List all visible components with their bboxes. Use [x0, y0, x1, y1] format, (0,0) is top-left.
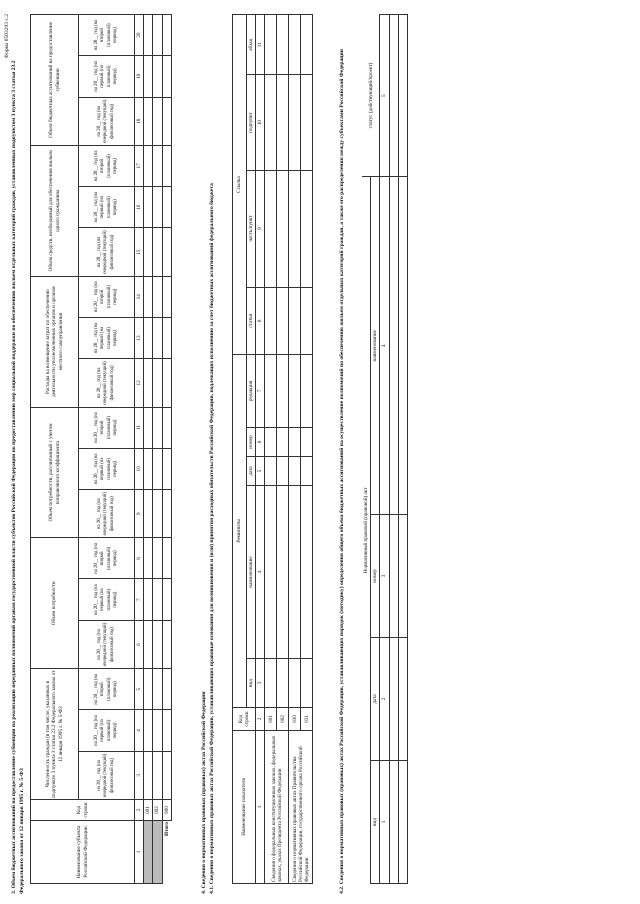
group-need-header: Объем потребности [31, 538, 79, 669]
col-num: 2 [135, 800, 144, 821]
group-count-header: Численность граждан (в том числе, указанных в подпункте 3 пункта 3 статьи 23.2 Федерального закона от 12 января 1995 г. № 5-ФЗ [31, 669, 79, 800]
col-status-header: статус (действующий/проект) [362, 15, 380, 178]
col-name-header: Наименование показателя [233, 731, 256, 884]
col-ref-header: Ссылка [233, 15, 247, 355]
year-header: на 20__ год (на первый (на плановый) период) [79, 317, 135, 358]
col-name-header: Наименование субъекта Российской Федерации [31, 821, 135, 884]
sub-header: дата [371, 638, 380, 761]
column-numbers-row [135, 15, 144, 884]
row-code: 030 [289, 708, 301, 731]
col-num: 1 [256, 731, 265, 884]
year-header: на 20__ год (на очередной (текущий) финансовый год) [79, 751, 135, 799]
table-row [289, 15, 301, 884]
col-num: 16 [135, 186, 144, 227]
col-num: 17 [135, 145, 144, 186]
year-header: на 20__ год (на второй (плановый) период) [79, 669, 135, 710]
col-num: 8 [135, 538, 144, 579]
col-num: 9 [256, 170, 265, 287]
col-num: 3 [135, 751, 144, 799]
group-budget-header: Объем бюджетных ассигнований на предоставление субвенции [31, 15, 79, 146]
col-num: 6 [256, 428, 265, 457]
sub-header: часть/пункт [247, 170, 256, 287]
row-code: 002 [153, 800, 162, 821]
table-row [389, 15, 398, 884]
group-coef-header: Объем потребности, рассчитанный с учетом поправочного коэффициента [31, 407, 79, 538]
sub-header: вид [247, 659, 256, 708]
legal-acts-table [232, 14, 313, 884]
col-num: 14 [135, 276, 144, 317]
table-row [144, 15, 153, 884]
col-num: 20 [135, 15, 144, 56]
col-code-header: Код строки [233, 708, 256, 731]
col-num: 11 [256, 15, 265, 75]
group-per-header: Объем средств, необходимый для обеспечения жильем одного гражданина [31, 145, 79, 276]
col-num: 11 [135, 407, 144, 448]
year-header: на 20__ год (на второй (плановый) период) [79, 276, 135, 317]
sub-header: наименование [247, 486, 256, 659]
year-header: на 20__ год (на второй (плановый) период) [79, 407, 135, 448]
year-header: на 20__ год (на первый (на плановый) период) [79, 56, 135, 97]
year-header: на 20__ год (на очередной (текущий) финансовый год) [79, 490, 135, 538]
year-header: на 20__ год (на очередной (текущий) финансовый год) [79, 228, 135, 276]
sub-header: вид [371, 761, 380, 884]
col-num: 10 [256, 75, 265, 170]
row-code: 031 [301, 708, 313, 731]
column-numbers-row [256, 15, 265, 884]
col-num: 2 [380, 638, 389, 761]
col-num: 3 [380, 515, 389, 638]
sub-header: наименование [371, 177, 380, 515]
section41-title: 4.1. Сведения о нормативных правовых актах Российской Федерации, устанавливающих правовые основания для возникновения и (или) принятия расходных обязательств Российской Федерации, подлежащих исполнению за счет бюджетных ассигнований федерального бюджета [209, 183, 215, 894]
form-label: Форма 0503293 с.2 [4, 14, 10, 59]
col-num: 5 [256, 457, 265, 486]
col-num: 8 [256, 287, 265, 354]
col-num: 3 [256, 659, 265, 708]
total-label: Итого [163, 822, 170, 836]
col-num: 10 [135, 448, 144, 489]
table-row [265, 15, 277, 884]
col-num: 13 [135, 317, 144, 358]
year-header: на 20__ год (на второй (плановый) период) [79, 538, 135, 579]
column-numbers-row [380, 15, 389, 884]
col-num: 7 [135, 579, 144, 620]
col-num: 19 [135, 56, 144, 97]
year-header: на 20__ год (на второй (плановый) период) [79, 145, 135, 186]
table-row [153, 15, 162, 884]
total-row [162, 15, 171, 884]
section4-title: 4. Сведения о нормативных правовых (правовых) актах Российской Федерации [201, 691, 207, 894]
col-num: 1 [135, 821, 144, 884]
col-num: 6 [135, 620, 144, 668]
sub-header: подпункт [247, 75, 256, 170]
year-header: на 20__ год (на первый (на плановый) период) [79, 710, 135, 751]
section42-title: 4.2. Сведения о нормативных правовых (правовых) актах Российской Федерации, устанавливающих порядок (методику) определения общего объема бюджетных ассигнований на осуществление полномочий по обеспечению жильем отдельных категорий граждан, а также его распределения между субъектами Российской Федерации [339, 49, 345, 894]
col-norm-header: Нормативный правовой (правовой) акт [362, 177, 371, 884]
total-code: 900 [162, 800, 171, 821]
year-header: на 20__ год (на очередной (текущий) финансовый год) [79, 620, 135, 668]
year-header: на 20__ год (на первый (на плановый) период) [79, 186, 135, 227]
col-num: 4 [380, 177, 389, 515]
col-req-header: Реквизиты [233, 355, 247, 708]
sub-header: статья [247, 287, 256, 354]
col-code-header: Код строки [31, 800, 135, 821]
col-num: 4 [256, 486, 265, 659]
col-num: 4 [135, 710, 144, 751]
sub-header: номер [371, 515, 380, 638]
year-header: на 20__ год (на очередной (текущий) финансовый год) [79, 359, 135, 407]
row-name: Сведения о нормативных правовых актах Правительства Российской Федерации, государственного органа Российской Федерации [289, 731, 313, 884]
year-header: на 20__ год (на второй (плановый) период) [79, 15, 135, 56]
sub-header: дата [247, 457, 256, 486]
methodology-table [362, 14, 408, 884]
year-header: на 20__ год (на первый (на плановый) период) [79, 579, 135, 620]
col-num: 18 [135, 97, 144, 145]
col-num: 9 [135, 490, 144, 538]
col-num: 15 [135, 228, 144, 276]
budget-table [30, 14, 172, 884]
col-num: 12 [135, 359, 144, 407]
section3-title: 3. Объем бюджетных ассигнований на предоставление субвенции на реализацию переданных полномочий органам государственной власти субъектов Российской Федерации по предоставлению мер социальной поддержки по обеспечению жильем отдельных категорий граждан, установленных подпунктом 3 пункта 3 статьи 23.2 Федерального закона от 12 января 1995 г. № 5-ФЗ [11, 60, 25, 894]
sub-header: номер [247, 428, 256, 457]
row-name: Сведения о федеральных конституционных законах, федеральных законах, указах Президента Российской Федерации [265, 731, 289, 884]
group-exp-header: Расходы на возмещение затрат по обеспечению деятельности уполномоченных органов и органов местного самоуправления [31, 276, 79, 407]
col-num: 5 [135, 669, 144, 710]
col-num: 2 [256, 708, 265, 731]
row-code: 002 [277, 708, 289, 731]
year-header: на 20__ год (на очередной (текущий) финансовый год) [79, 97, 135, 145]
row-code: 001 [265, 708, 277, 731]
sub-header: абзац [247, 15, 256, 75]
year-header: на 20__ год (на первый (на плановый) период) [79, 448, 135, 489]
sub-header: редакция [247, 355, 256, 428]
col-num: 1 [380, 761, 389, 884]
col-num: 5 [380, 15, 389, 178]
row-code: 001 [144, 800, 153, 821]
table-row [398, 15, 407, 884]
col-num: 7 [256, 355, 265, 428]
